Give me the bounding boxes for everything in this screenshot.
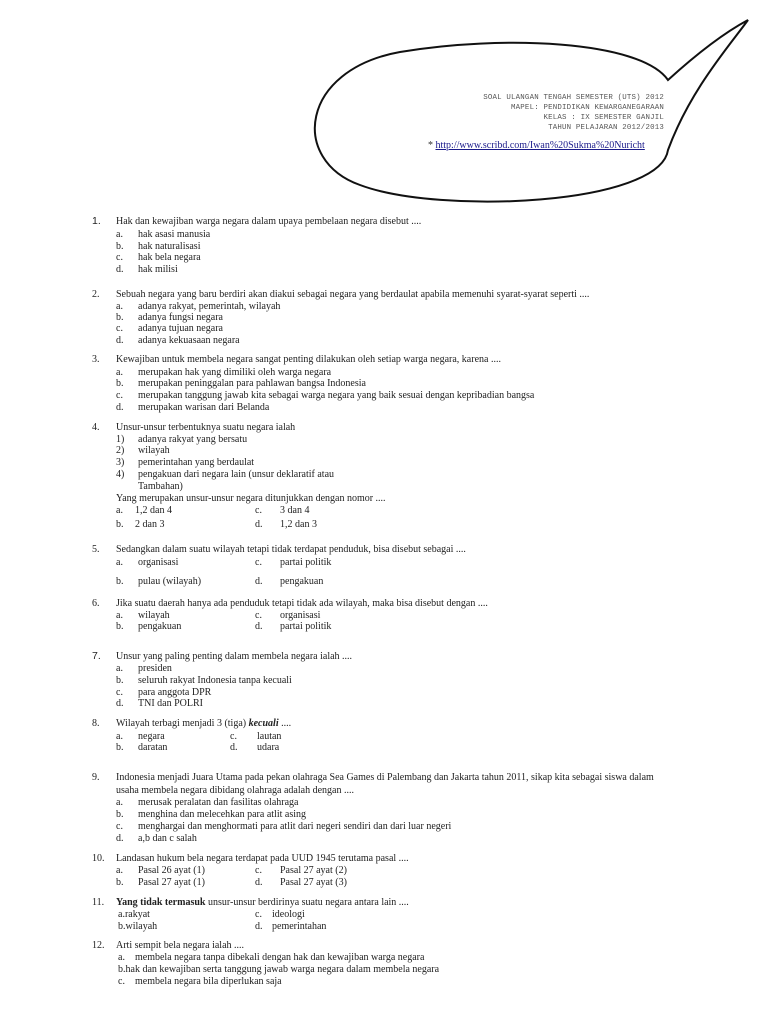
question-text: Jika suatu daerah hanya ada penduduk tetapi tidak ada wilayah, maka bisa disebut dengan .... xyxy=(116,598,488,609)
question-bold: Yang tidak termasuk xyxy=(116,897,206,908)
option-letter: b. xyxy=(116,877,124,888)
option-text: partai politik xyxy=(280,621,332,632)
question-number: 10. xyxy=(92,853,105,864)
option-text: 1,2 dan 4 xyxy=(135,505,172,516)
option-letter: d. xyxy=(230,742,238,753)
question-number: 1. xyxy=(92,215,101,227)
option-letter: c. xyxy=(255,610,262,621)
option-text: hak milisi xyxy=(138,264,178,275)
item-number: 1) xyxy=(116,434,125,445)
option-letter: a. xyxy=(118,952,125,963)
option-text: adanya kekuasaan negara xyxy=(138,335,240,346)
option-text: Pasal 27 ayat (3) xyxy=(280,877,347,888)
option-text: membela negara tanpa dibekali dengan hak dan kewajiban warga negara xyxy=(135,952,425,963)
option-letter: d. xyxy=(116,264,124,275)
option-letter: a. xyxy=(116,367,123,378)
option-letter: c. xyxy=(255,505,262,516)
item-number: 2) xyxy=(116,445,125,456)
question-prompt: Yang merupakan unsur-unsur negara ditunjukkan dengan nomor .... xyxy=(116,493,386,504)
item-text-continued: Tambahan) xyxy=(138,481,183,492)
header-class: KELAS : IX SEMESTER GANJIL xyxy=(543,114,664,122)
option-text: menghina dan melecehkan para atlit asing xyxy=(138,809,306,820)
option-letter: a. xyxy=(116,865,123,876)
source-link-line xyxy=(428,140,645,151)
option-letter: d. xyxy=(116,335,124,346)
question-text: Arti sempit bela negara ialah .... xyxy=(116,940,245,951)
option-letter: d. xyxy=(255,877,263,888)
option-text: seluruh rakyat Indonesia tanpa kecuali xyxy=(138,675,292,686)
option-text: adanya fungsi negara xyxy=(138,312,223,323)
option-letter: b. xyxy=(116,675,124,686)
option-letter: b. xyxy=(116,312,124,323)
option-text: negara xyxy=(138,731,165,742)
option-text: Pasal 27 ayat (1) xyxy=(138,877,205,888)
item-text: wilayah xyxy=(138,445,170,456)
option-text: 3 dan 4 xyxy=(280,505,310,516)
question-number: 9. xyxy=(92,772,100,783)
question-text: Indonesia menjadi Juara Utama pada pekan olahraga Sea Games di Palembang dan Jakarta tahun 2011, sikap kita sebagai siswa dalam xyxy=(116,772,654,783)
question-text: Sebuah negara yang baru berdiri akan diakui sebagai negara yang berdaulat apabila memenuhi syarat-syarat seperti .... xyxy=(116,289,590,300)
option-text: Pasal 27 ayat (2) xyxy=(280,865,347,876)
option-text: hak bela negara xyxy=(138,252,201,263)
question-number: 2. xyxy=(92,289,100,300)
option-letter: a. xyxy=(116,505,123,516)
item-number: 4) xyxy=(116,469,125,480)
option-text: Pasal 26 ayat (1) xyxy=(138,865,205,876)
question-number: 3. xyxy=(92,354,100,365)
question-ellipsis: .... xyxy=(281,718,292,729)
option-letter: c. xyxy=(118,976,125,987)
option-text: TNI dan POLRI xyxy=(138,698,203,709)
question-text: Kewajiban untuk membela negara sangat penting dilakukan oleh setiap warga negara, karena .... xyxy=(116,354,501,365)
option-letter: d. xyxy=(255,576,263,587)
option-text: merusak peralatan dan fasilitas olahraga xyxy=(138,797,299,808)
option-letter: d. xyxy=(116,833,124,844)
option-letter: c. xyxy=(255,557,262,568)
question-number: 5. xyxy=(92,544,100,555)
option-text: lautan xyxy=(257,731,282,742)
option-text: para anggota DPR xyxy=(138,687,212,698)
header-year: TAHUN PELAJARAN 2012/2013 xyxy=(548,124,664,132)
option-letter: d. xyxy=(116,402,124,413)
option-letter: b. xyxy=(116,378,124,389)
option-text: adanya tujuan negara xyxy=(138,323,223,334)
option-letter: d. xyxy=(255,519,263,530)
source-link[interactable]: http://www.scribd.com/Iwan%20Sukma%20Nuricht xyxy=(435,140,645,151)
option-text: merupakan tanggung jawab kita sebagai warga negara yang baik sesuai dengan kepribadian bangsa xyxy=(138,390,535,401)
item-number: 3) xyxy=(116,457,125,468)
question-number: 6. xyxy=(92,598,100,609)
option-letter: d. xyxy=(116,698,124,709)
option-letter: c. xyxy=(255,909,262,920)
item-text: pengakuan dari negara lain (unsur deklaratif atau xyxy=(138,469,335,480)
option-letter: c. xyxy=(116,687,123,698)
question-number: 11. xyxy=(92,897,105,908)
item-text: adanya rakyat yang bersatu xyxy=(138,434,248,445)
option-text: wilayah xyxy=(138,610,170,621)
question-number: 7. xyxy=(92,650,101,662)
option-letter: c. xyxy=(116,821,123,832)
option-text: menghargai dan menghormati para atlit dari negeri sendiri dan dari luar negeri xyxy=(138,821,452,832)
option-letter: b. xyxy=(116,576,124,587)
option-text: a,b dan c salah xyxy=(138,833,197,844)
option-text: adanya rakyat, pemerintah, wilayah xyxy=(138,301,281,312)
option-text: a.rakyat xyxy=(118,909,150,920)
option-letter: b. xyxy=(116,809,124,820)
option-text: merupakan hak yang dimiliki oleh warga negara xyxy=(138,367,332,378)
question-text-main: Wilayah terbagi menjadi 3 (tiga) xyxy=(116,718,247,729)
option-text: presiden xyxy=(138,663,172,674)
option-letter: b. xyxy=(116,519,124,530)
option-text: merupakan peninggalan para pahlawan bangsa Indonesia xyxy=(138,378,366,389)
option-letter: a. xyxy=(116,610,123,621)
question-text: Unsur yang paling penting dalam membela negara ialah .... xyxy=(116,651,353,662)
option-letter: c. xyxy=(116,323,123,334)
option-letter: a. xyxy=(116,797,123,808)
question-text: Hak dan kewajiban warga negara dalam upaya pembelaan negara disebut .... xyxy=(116,216,422,227)
option-text: membela negara bila diperlukan saja xyxy=(135,976,282,987)
option-text: pengakuan xyxy=(138,621,182,632)
question-text-continued: usaha membela negara dibidang olahraga adalah dengan .... xyxy=(116,785,354,796)
option-text: 2 dan 3 xyxy=(135,519,165,530)
option-letter: a. xyxy=(116,229,123,240)
option-text: merupakan warisan dari Belanda xyxy=(138,402,270,413)
option-text: hak asasi manusia xyxy=(138,229,211,240)
question-text-main: unsur-unsur berdirinya suatu negara antara lain .... xyxy=(207,897,409,908)
option-text: udara xyxy=(257,742,280,753)
option-text: b.hak dan kewajiban serta tanggung jawab warga negara dalam membela negara xyxy=(118,964,440,975)
option-text: daratan xyxy=(138,742,168,753)
option-text: pengakuan xyxy=(280,576,324,587)
option-text: b.wilayah xyxy=(118,921,158,932)
option-letter: c. xyxy=(230,731,237,742)
question-emphasis: kecuali xyxy=(248,718,279,729)
option-text: partai politik xyxy=(280,557,332,568)
option-letter: b. xyxy=(116,742,124,753)
option-letter: b. xyxy=(116,621,124,632)
header-subject: MAPEL: PENDIDIKAN KEWARGANEGARAAN xyxy=(511,104,664,112)
link-asterisk: * xyxy=(428,140,433,151)
option-letter: a. xyxy=(116,301,123,312)
option-text: ideologi xyxy=(272,909,305,920)
option-letter: a. xyxy=(116,557,123,568)
option-letter: c. xyxy=(116,252,123,263)
option-letter: a. xyxy=(116,663,123,674)
question-text: Unsur-unsur terbentuknya suatu negara ialah xyxy=(116,422,296,433)
question-text: Landasan hukum bela negara terdapat pada UUD 1945 terutama pasal .... xyxy=(116,853,409,864)
question-number: 8. xyxy=(92,718,100,729)
option-text: pemerintahan xyxy=(272,921,327,932)
option-letter: d. xyxy=(255,921,263,932)
question-text: Sedangkan dalam suatu wilayah tetapi tidak terdapat penduduk, bisa disebut sebagai .... xyxy=(116,544,466,555)
question-number: 4. xyxy=(92,422,100,433)
question-text xyxy=(116,897,409,909)
option-text: hak naturalisasi xyxy=(138,241,201,252)
option-letter: a. xyxy=(116,731,123,742)
option-text: organisasi xyxy=(280,610,321,621)
option-text: pulau (wilayah) xyxy=(138,576,202,587)
question-number: 12. xyxy=(92,940,105,951)
option-letter: b. xyxy=(116,241,124,252)
question-text xyxy=(116,718,291,730)
option-text: organisasi xyxy=(138,557,179,568)
item-text: pemerintahan yang berdaulat xyxy=(138,457,255,468)
option-letter: c. xyxy=(116,390,123,401)
header-title: SOAL ULANGAN TENGAH SEMESTER (UTS) 2012 xyxy=(483,94,664,102)
option-text: 1,2 dan 3 xyxy=(280,519,317,530)
option-letter: d. xyxy=(255,621,263,632)
option-letter: c. xyxy=(255,865,262,876)
